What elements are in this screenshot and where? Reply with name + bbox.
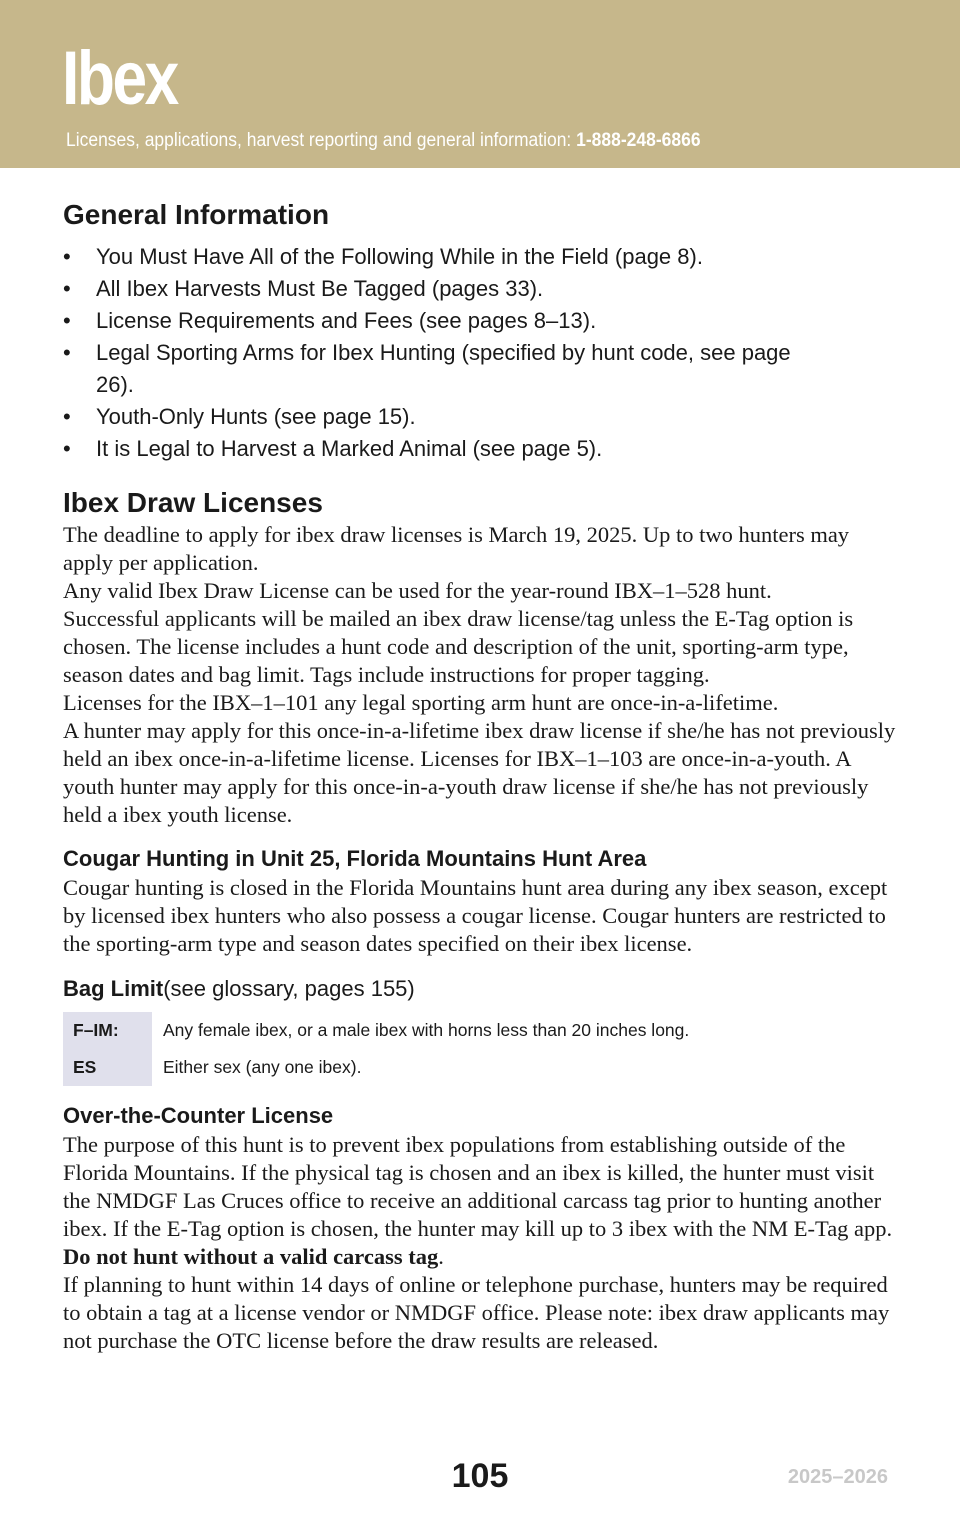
list-item: • All Ibex Harvests Must Be Tagged (pages 33). xyxy=(63,273,903,305)
list-item: • It is Legal to Harvest a Marked Animal (see page 5). xyxy=(63,433,903,465)
bag-limit-heading xyxy=(63,974,903,1004)
bag-limit-table xyxy=(63,1012,689,1086)
header-subtitle xyxy=(66,128,701,154)
list-item: • License Requirements and Fees (see pages 8–13). xyxy=(63,305,903,337)
bag-code: ES xyxy=(63,1049,152,1086)
bag-limit-ref: (see glossary, pages 155) xyxy=(163,976,415,1001)
table-row xyxy=(63,1012,689,1049)
bag-description: Either sex (any one ibex). xyxy=(163,1057,362,1077)
cougar-paragraph: Cougar hunting is closed in the Florida Mountains hunt area during any ibex season, except by licensed ibex hunters who also possess a cougar license. Cougar hunters are restricted to the sporting-arm type and season dates specified on their ibex license. xyxy=(63,875,888,956)
draw-paragraph: Successful applicants will be mailed an ibex draw license/tag unless the E-Tag option is chosen. The license includes a hunt code and description of the unit, sporting-arm type, season dates and bag limit. Tags include instructions for proper tagging. xyxy=(63,606,854,687)
header-banner xyxy=(0,0,960,168)
draw-heading: Ibex Draw Licenses xyxy=(63,487,323,518)
bag-limit-label: Bag Limit xyxy=(63,976,164,1001)
otc-text: The purpose of this hunt is to prevent ibex populations from establishing outside of the Florida Mountains. If the physical tag is chosen and an ibex is killed, the hunter must visit the NMDGF Las Cruces office to receive an additional carcass tag prior to hunting another ibex. If the E-Tag option is chosen, the hunter may kill up to 3 ibex with the NM E-Tag app. xyxy=(63,1132,893,1241)
general-bullet-list xyxy=(63,241,903,465)
bag-description: Any female ibex, or a male ibex with horns less than 20 inches long. xyxy=(163,1020,690,1040)
draw-paragraph: A hunter may apply for this once-in-a-lifetime ibex draw license if she/he has not previously held an ibex once-in-a-lifetime license. Licenses for IBX–1–103 are once-in-a-youth. A youth hunter may apply for this once-in-a-youth draw license if she/he has not previously held a ibex youth license. xyxy=(63,718,896,827)
otc-heading: Over-the-Counter License xyxy=(63,1103,334,1128)
header-subtitle-text: Licenses, applications, harvest reporting and general information: xyxy=(66,130,577,151)
main-content xyxy=(63,196,903,1355)
phone-number: 1-888-248-6866 xyxy=(576,130,701,151)
bag-code: F–IM: xyxy=(63,1012,152,1049)
general-heading: General Information xyxy=(63,199,330,230)
otc-text-end: . xyxy=(438,1244,444,1269)
page-number: 105 xyxy=(451,1457,509,1495)
list-item: • Legal Sporting Arms for Ibex Hunting (specified by hunt code, see page 26). xyxy=(63,337,796,401)
table-row xyxy=(63,1049,689,1086)
edition-year: 2025–2026 xyxy=(787,1466,888,1488)
draw-paragraph: Licenses for the IBX–1–101 any legal sporting arm hunt are once-in-a-lifetime. xyxy=(63,690,779,715)
otc-paragraph xyxy=(63,1131,903,1271)
draw-paragraph: The deadline to apply for ibex draw licenses is March 19, 2025. Up to two hunters may apply per application. xyxy=(63,522,850,575)
cougar-heading: Cougar Hunting in Unit 25, Florida Mountains Hunt Area xyxy=(63,846,647,871)
draw-paragraph: Any valid Ibex Draw License can be used for the year-round IBX–1–528 hunt. xyxy=(63,578,772,603)
page-title: Ibex xyxy=(62,36,177,121)
list-item: • Youth-Only Hunts (see page 15). xyxy=(63,401,903,433)
otc-paragraph: If planning to hunt within 14 days of online or telephone purchase, hunters may be required to obtain a tag at a license vendor or NMDGF office. Please note: ibex draw applicants may not purchase the OTC license before the draw results are released. xyxy=(63,1272,890,1353)
list-item: • You Must Have All of the Following While in the Field (page 8). xyxy=(63,241,903,273)
otc-warning: Do not hunt without a valid carcass tag xyxy=(63,1244,439,1269)
